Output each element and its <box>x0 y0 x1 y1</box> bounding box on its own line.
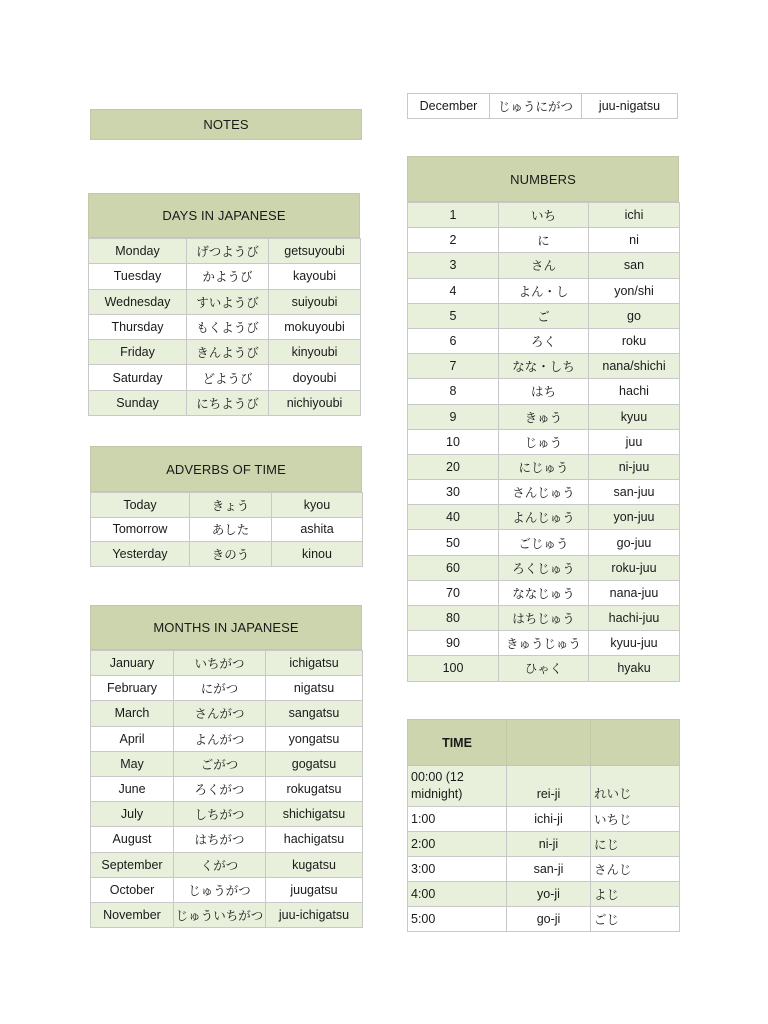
days-table <box>88 193 360 416</box>
month-english: August <box>91 827 174 852</box>
adverb-kana: きょう <box>190 493 272 518</box>
month-romaji: ichigatsu <box>266 651 363 676</box>
month-romaji: hachigatsu <box>266 827 363 852</box>
day-english: Monday <box>89 239 187 264</box>
number-kana: ひゃく <box>499 656 589 681</box>
number-romaji: go <box>589 303 680 328</box>
adverb-romaji: ashita <box>272 517 363 542</box>
numbers-table <box>407 156 679 682</box>
day-english: Friday <box>89 340 187 365</box>
table-row <box>408 857 680 882</box>
number-romaji: yon/shi <box>589 278 680 303</box>
day-english: Wednesday <box>89 289 187 314</box>
number-kana: ななじゅう <box>499 580 589 605</box>
table-row <box>89 340 361 365</box>
number-romaji: yon-juu <box>589 505 680 530</box>
time-table <box>407 719 679 932</box>
month-kana: じゅういちがつ <box>174 902 266 927</box>
table-row <box>91 776 363 801</box>
table-row <box>91 802 363 827</box>
table-row <box>408 404 680 429</box>
number-romaji: ichi <box>589 203 680 228</box>
day-kana: どようび <box>187 365 269 390</box>
adverb-kana: あした <box>190 517 272 542</box>
month-english: February <box>91 676 174 701</box>
day-kana: にちようび <box>187 390 269 415</box>
day-romaji: mokuyoubi <box>269 314 361 339</box>
month-romaji: shichigatsu <box>266 802 363 827</box>
table-row <box>408 606 680 631</box>
table-row <box>408 203 680 228</box>
number-romaji: hachi-juu <box>589 606 680 631</box>
month-english: June <box>91 776 174 801</box>
table-row <box>408 94 678 119</box>
adverbs-header <box>90 446 362 492</box>
number-romaji: nana-juu <box>589 580 680 605</box>
months-header <box>90 605 362 650</box>
day-kana: もくようび <box>187 314 269 339</box>
table-row <box>408 656 680 681</box>
number-digit: 1 <box>408 203 499 228</box>
table-row <box>89 264 361 289</box>
time-romaji: rei-ji <box>507 766 591 807</box>
number-digit: 40 <box>408 505 499 530</box>
number-kana: じゅう <box>499 429 589 454</box>
table-row <box>408 454 680 479</box>
table-row <box>91 902 363 927</box>
number-kana: よんじゅう <box>499 505 589 530</box>
day-romaji: kinyoubi <box>269 340 361 365</box>
table-row <box>408 354 680 379</box>
time-clock: 3:00 <box>408 857 507 882</box>
adverb-english: Tomorrow <box>91 517 190 542</box>
day-kana: きんようび <box>187 340 269 365</box>
day-romaji: getsuyoubi <box>269 239 361 264</box>
number-kana: よん・し <box>499 278 589 303</box>
day-english: Thursday <box>89 314 187 339</box>
number-digit: 60 <box>408 555 499 580</box>
number-romaji: hachi <box>589 379 680 404</box>
table-row <box>91 517 363 542</box>
table-row <box>91 751 363 776</box>
adverb-romaji: kyou <box>272 493 363 518</box>
number-kana: なな・しち <box>499 354 589 379</box>
number-kana: ご <box>499 303 589 328</box>
table-row <box>408 766 680 807</box>
number-digit: 10 <box>408 429 499 454</box>
adverbs-table <box>90 446 362 567</box>
time-clock: 2:00 <box>408 832 507 857</box>
number-digit: 2 <box>408 228 499 253</box>
number-digit: 7 <box>408 354 499 379</box>
table-row <box>91 726 363 751</box>
table-row <box>91 676 363 701</box>
month-kana: ごがつ <box>174 751 266 776</box>
number-kana: さん <box>499 253 589 278</box>
number-digit: 8 <box>408 379 499 404</box>
table-row <box>91 827 363 852</box>
number-romaji: kyuu <box>589 404 680 429</box>
notes-title: NOTES <box>203 117 249 132</box>
time-romaji: go-ji <box>507 907 591 932</box>
number-kana: ろくじゅう <box>499 555 589 580</box>
number-digit: 30 <box>408 480 499 505</box>
table-row <box>408 580 680 605</box>
day-romaji: doyoubi <box>269 365 361 390</box>
month-romaji: yongatsu <box>266 726 363 751</box>
december-table <box>407 93 677 119</box>
table-row <box>408 907 680 932</box>
month-english: October <box>91 877 174 902</box>
number-romaji: ni-juu <box>589 454 680 479</box>
time-clock: 1:00 <box>408 807 507 832</box>
numbers-title: NUMBERS <box>510 171 576 187</box>
month-kana: よんがつ <box>174 726 266 751</box>
month-english: April <box>91 726 174 751</box>
day-english: Sunday <box>89 390 187 415</box>
month-english: March <box>91 701 174 726</box>
time-romaji: ichi-ji <box>507 807 591 832</box>
table-row <box>91 651 363 676</box>
time-header-blank <box>507 720 591 766</box>
number-romaji: hyaku <box>589 656 680 681</box>
time-kana: れいじ <box>591 766 680 807</box>
numbers-header <box>407 156 679 202</box>
month-kana: いちがつ <box>174 651 266 676</box>
number-romaji: kyuu-juu <box>589 631 680 656</box>
month-kana: じゅうがつ <box>174 877 266 902</box>
adverbs-title: ADVERBS OF TIME <box>166 461 286 477</box>
table-row <box>408 807 680 832</box>
day-english: Saturday <box>89 365 187 390</box>
number-kana: ごじゅう <box>499 530 589 555</box>
time-romaji: ni-ji <box>507 832 591 857</box>
number-romaji: juu <box>589 429 680 454</box>
number-kana: はちじゅう <box>499 606 589 631</box>
month-romaji: gogatsu <box>266 751 363 776</box>
number-kana: いち <box>499 203 589 228</box>
table-row <box>408 328 680 353</box>
time-header-row <box>408 720 680 766</box>
number-romaji: nana/shichi <box>589 354 680 379</box>
month-english: July <box>91 802 174 827</box>
table-row <box>89 390 361 415</box>
number-digit: 4 <box>408 278 499 303</box>
number-kana: はち <box>499 379 589 404</box>
number-digit: 3 <box>408 253 499 278</box>
month-english: January <box>91 651 174 676</box>
table-row <box>408 429 680 454</box>
adverb-english: Today <box>91 493 190 518</box>
table-row <box>89 365 361 390</box>
months-table <box>90 605 362 928</box>
table-row <box>408 882 680 907</box>
table-row <box>408 253 680 278</box>
number-romaji: roku <box>589 328 680 353</box>
time-kana: いちじ <box>591 807 680 832</box>
time-kana: ごじ <box>591 907 680 932</box>
table-row <box>91 877 363 902</box>
month-romaji: kugatsu <box>266 852 363 877</box>
table-row <box>408 303 680 328</box>
days-title: DAYS IN JAPANESE <box>162 208 286 223</box>
table-row <box>408 505 680 530</box>
table-row <box>408 228 680 253</box>
table-row <box>89 239 361 264</box>
time-kana: よじ <box>591 882 680 907</box>
month-english: May <box>91 751 174 776</box>
month-english: December <box>408 94 490 119</box>
number-digit: 50 <box>408 530 499 555</box>
month-kana: さんがつ <box>174 701 266 726</box>
month-english: September <box>91 852 174 877</box>
month-kana: ろくがつ <box>174 776 266 801</box>
number-digit: 80 <box>408 606 499 631</box>
time-clock: 4:00 <box>408 882 507 907</box>
month-kana: にがつ <box>174 676 266 701</box>
months-title: MONTHS IN JAPANESE <box>153 620 299 635</box>
notes-header <box>90 109 362 140</box>
number-kana: ろく <box>499 328 589 353</box>
month-kana: じゅうにがつ <box>490 94 582 119</box>
month-romaji: nigatsu <box>266 676 363 701</box>
table-row <box>408 278 680 303</box>
month-romaji: juu-ichigatsu <box>266 902 363 927</box>
number-digit: 6 <box>408 328 499 353</box>
time-clock: 00:00 (12 midnight) <box>408 766 507 807</box>
time-header-blank <box>591 720 680 766</box>
number-romaji: go-juu <box>589 530 680 555</box>
number-kana: さんじゅう <box>499 480 589 505</box>
table-row <box>91 493 363 518</box>
time-romaji: san-ji <box>507 857 591 882</box>
adverb-romaji: kinou <box>272 542 363 567</box>
table-row <box>408 379 680 404</box>
time-romaji: yo-ji <box>507 882 591 907</box>
number-digit: 20 <box>408 454 499 479</box>
number-romaji: roku-juu <box>589 555 680 580</box>
number-digit: 90 <box>408 631 499 656</box>
month-kana: はちがつ <box>174 827 266 852</box>
number-romaji: ni <box>589 228 680 253</box>
month-kana: くがつ <box>174 852 266 877</box>
number-romaji: san-juu <box>589 480 680 505</box>
day-kana: すいようび <box>187 289 269 314</box>
table-row <box>408 832 680 857</box>
time-kana: さんじ <box>591 857 680 882</box>
day-kana: げつようび <box>187 239 269 264</box>
table-row <box>91 542 363 567</box>
month-romaji: rokugatsu <box>266 776 363 801</box>
month-english: November <box>91 902 174 927</box>
month-romaji: juugatsu <box>266 877 363 902</box>
table-row <box>408 530 680 555</box>
day-english: Tuesday <box>89 264 187 289</box>
time-clock: 5:00 <box>408 907 507 932</box>
day-romaji: nichiyoubi <box>269 390 361 415</box>
adverb-kana: きのう <box>190 542 272 567</box>
number-kana: に <box>499 228 589 253</box>
number-digit: 100 <box>408 656 499 681</box>
table-row <box>91 701 363 726</box>
adverb-english: Yesterday <box>91 542 190 567</box>
table-row <box>91 852 363 877</box>
month-romaji: juu-nigatsu <box>582 94 678 119</box>
table-row <box>408 480 680 505</box>
table-row <box>89 289 361 314</box>
number-kana: きゅう <box>499 404 589 429</box>
month-romaji: sangatsu <box>266 701 363 726</box>
days-header <box>88 193 360 238</box>
number-kana: にじゅう <box>499 454 589 479</box>
number-kana: きゅうじゅう <box>499 631 589 656</box>
day-romaji: suiyoubi <box>269 289 361 314</box>
table-row <box>408 631 680 656</box>
day-romaji: kayoubi <box>269 264 361 289</box>
number-digit: 70 <box>408 580 499 605</box>
number-romaji: san <box>589 253 680 278</box>
time-title: TIME <box>408 720 507 766</box>
month-kana: しちがつ <box>174 802 266 827</box>
number-digit: 9 <box>408 404 499 429</box>
day-kana: かようび <box>187 264 269 289</box>
table-row <box>408 555 680 580</box>
number-digit: 5 <box>408 303 499 328</box>
time-kana: にじ <box>591 832 680 857</box>
table-row <box>89 314 361 339</box>
